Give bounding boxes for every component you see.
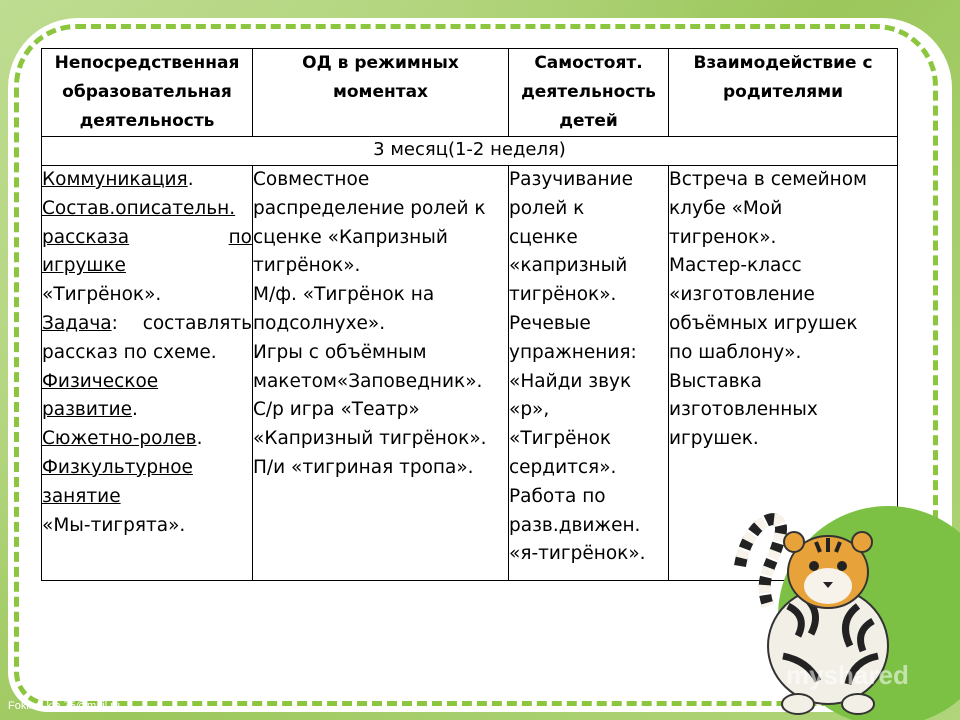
line-igrushke: игрушке: [42, 255, 126, 277]
list-item: «капризный: [509, 255, 628, 277]
cell-od-regime: [253, 166, 509, 581]
list-item: Совместное: [253, 169, 370, 190]
list-item: Мастер-класс: [669, 255, 802, 277]
list-item: объёмных игрушек: [669, 312, 858, 334]
list-item: тигрёнок».: [253, 255, 361, 277]
list-item: Выставка: [669, 370, 762, 392]
line-tigrenok: «Тигрёнок».: [42, 284, 162, 306]
list-item: разв.движен.: [509, 514, 641, 536]
list-item: «Тигрёнок: [509, 428, 612, 450]
line-fizkultur: Физкультурное: [42, 456, 193, 478]
list-item: Работа по: [509, 485, 606, 507]
list-item: сердится».: [509, 456, 617, 478]
list-item: «Капризный тигрёнок».: [253, 428, 487, 450]
list-item: макетом«Заповедник».: [253, 370, 483, 392]
list-item: «р»,: [509, 399, 550, 421]
tiger-paw-left: [782, 694, 814, 714]
list-item: «я-тигрёнок».: [509, 543, 646, 565]
list-item: М/ф. «Тигрёнок на: [253, 284, 435, 306]
line-rasskaz-po-skheme: рассказ по схеме.: [42, 341, 217, 363]
list-item: ролей к: [509, 197, 585, 219]
myshared-logo-text: myshared: [786, 660, 909, 690]
list-item: изготовленных: [669, 399, 818, 421]
list-item: подсолнухе».: [253, 312, 386, 334]
header-od-regime: ОД в режимных моментах: [253, 49, 509, 137]
list-item: Разучивание: [509, 169, 633, 190]
list-item: тигренок».: [669, 226, 777, 248]
list-item: «изготовление: [669, 284, 815, 306]
list-item: сценке: [509, 226, 578, 248]
communication-link: Коммуникация: [42, 169, 188, 190]
list-item: игрушек.: [669, 428, 759, 450]
header-row: [42, 49, 898, 137]
tiger-ear-right: [852, 532, 872, 552]
line-fizicheskoe: Физическое: [42, 370, 159, 392]
list-item: распределение ролей к: [253, 197, 486, 219]
list-item: клубе «Мой: [669, 197, 783, 219]
list-item: П/и «тигриная тропа».: [253, 456, 474, 478]
tiger-paw-right: [842, 694, 874, 714]
line-my-tigryata: «Мы-тигрята».: [42, 514, 186, 536]
list-item: Речевые: [509, 312, 591, 334]
line-sostav: Состав.описательн.: [42, 197, 236, 219]
list-item: Игры с объёмным: [253, 341, 427, 363]
author-email: Fokinal.kla.75@mail.ru: [8, 700, 121, 712]
tiger-eye-right: [837, 561, 847, 571]
line-syuzhetno: Сюжетно-ролев: [42, 428, 197, 450]
list-item: С/р игра «Театр»: [253, 399, 420, 421]
line-zanyatie: занятие: [42, 485, 121, 507]
header-nod: Непосредственная образовательная деятельность: [42, 49, 253, 137]
list-item: по шаблону».: [669, 341, 802, 363]
list-item: упражнения:: [509, 341, 637, 363]
tiger-ear-left: [784, 532, 804, 552]
line-zadacha: Задача: составлять: [42, 312, 252, 334]
cell-independent: [509, 166, 669, 581]
list-item: Встреча в семейном: [669, 169, 867, 190]
line-razvitie: развитие: [42, 399, 133, 421]
month-label: 3 месяц(1-2 неделя): [42, 137, 898, 166]
header-parents: Взаимодействие с родителями: [669, 49, 898, 137]
line-rasskaza: рассказа по: [42, 226, 252, 248]
tiger-eye-left: [809, 561, 819, 571]
cell-nod: Коммуникация. Состав.описательн. рассказа по игрушке «Тигрёнок». Задача: составлять рассказ по схеме. Физическое развитие. Сюжетно-ролев. Физкультурное занятие «Мы-тигрята».: [42, 166, 253, 581]
list-item: сценке «Капризный: [253, 226, 448, 248]
month-row: [42, 137, 898, 166]
list-item: тигрёнок».: [509, 284, 617, 306]
list-item: «Найди звук: [509, 370, 632, 392]
header-independent: Самостоят. деятельность детей: [509, 49, 669, 137]
